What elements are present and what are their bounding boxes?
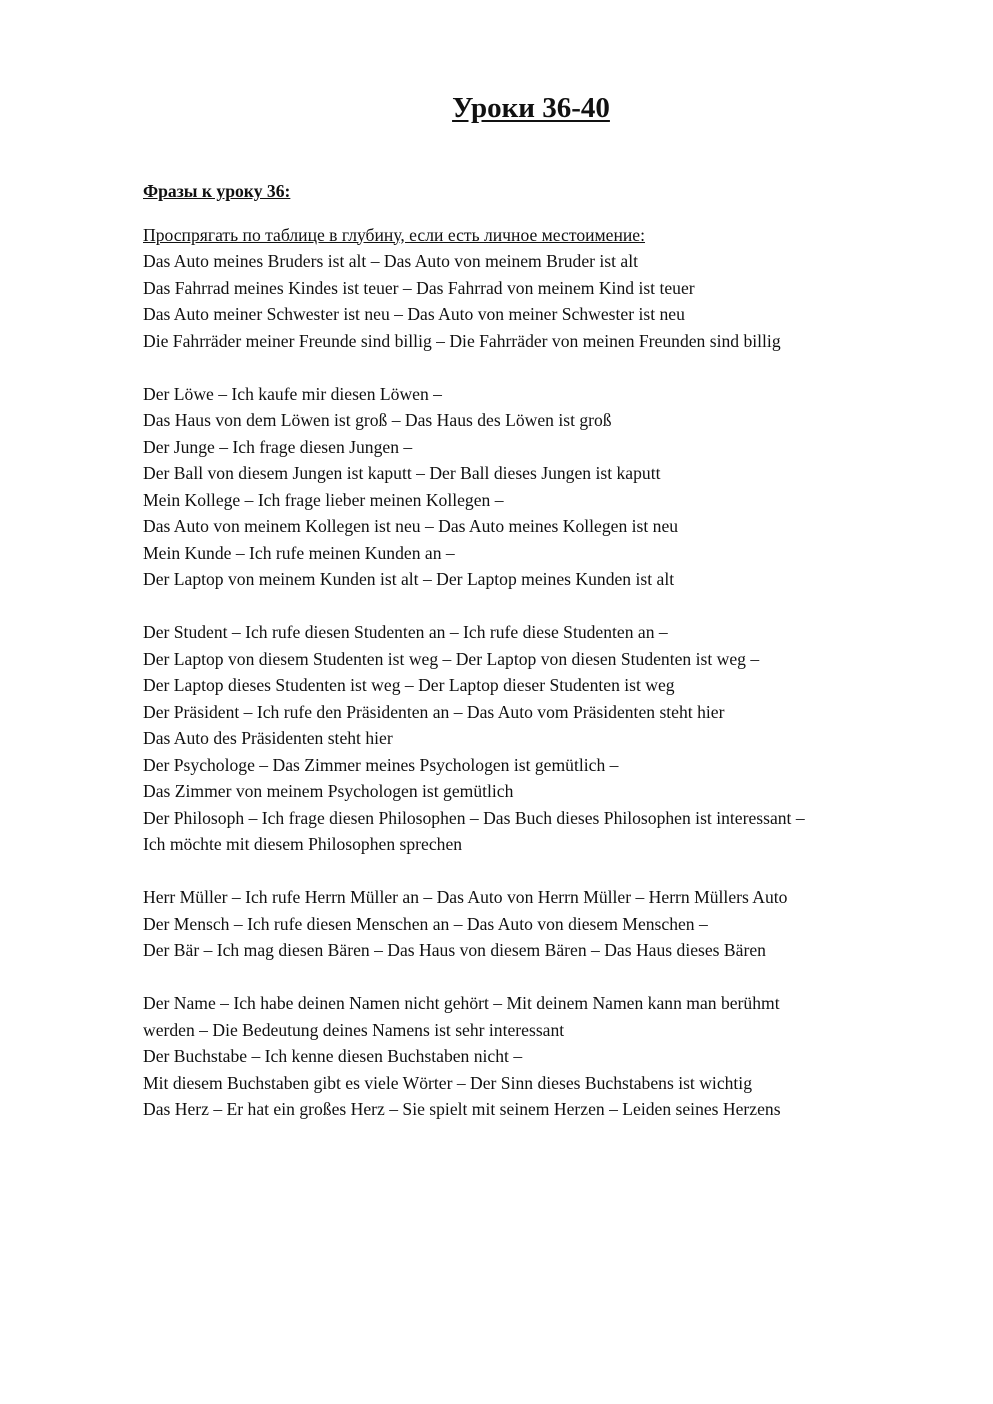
phrase-line: Der Junge – Ich frage diesen Jungen –	[143, 436, 413, 457]
phrase-line: Ich möchte mit diesem Philosophen sprechen	[143, 834, 463, 854]
page-title: Уроки 36-40	[452, 92, 610, 124]
phrase-line: Der Löwe – Ich kaufe mir diesen Löwen –	[143, 383, 442, 404]
phrase-line: Das Auto des Präsidenten steht hier	[143, 728, 393, 748]
phrase-line: Mein Kunde – Ich rufe meinen Kunden an –	[143, 542, 455, 563]
phrase-line: Mit diesem Buchstaben gibt es viele Wörter – Der Sinn dieses Buchstabens ist wichtig	[143, 1072, 752, 1093]
phrase-line: Das Fahrrad meines Kindes ist teuer – Das Fahrrad von meinem Kind ist teuer	[143, 277, 695, 298]
blank-line	[143, 354, 943, 381]
phrase-line: Das Auto von meinem Kollegen ist neu – Das Auto meines Kollegen ist neu	[143, 516, 679, 536]
phrase-line: werden – Die Bedeutung deines Namens ist sehr interessant	[143, 1019, 565, 1040]
spacer	[143, 205, 943, 222]
phrase-line: Der Laptop von diesem Studenten ist weg – Der Laptop von diesen Studenten ist weg –	[143, 648, 760, 669]
section-heading: Фразы к уроку 36:	[143, 181, 291, 201]
blank-line	[143, 593, 943, 620]
document-body	[143, 178, 943, 1123]
blank-line	[143, 858, 943, 885]
phrase-line: Das Auto meiner Schwester ist neu – Das Auto von meiner Schwester ist neu	[143, 304, 685, 324]
phrase-line: Herr Müller – Ich rufe Herrn Müller an – Das Auto von Herrn Müller – Herrn Müllers Auto	[143, 887, 788, 907]
blank-line	[143, 964, 943, 991]
phrase-line: Der Bär – Ich mag diesen Bären – Das Haus von diesem Bären – Das Haus dieses Bären	[143, 940, 766, 960]
phrase-line: Mein Kollege – Ich frage lieber meinen Kollegen –	[143, 489, 504, 510]
phrase-line: Der Mensch – Ich rufe diesen Menschen an – Das Auto von diesem Menschen –	[143, 913, 708, 934]
phrase-line: Das Auto meines Bruders ist alt – Das Auto von meinem Bruder ist alt	[143, 251, 639, 271]
phrase-line: Die Fahrräder meiner Freunde sind billig – Die Fahrräder von meinen Freunden sind billig	[143, 330, 781, 351]
phrase-line: Der Philosoph – Ich frage diesen Philosophen – Das Buch dieses Philosophen ist interessant –	[143, 807, 805, 828]
phrase-line: Der Psychologe – Das Zimmer meines Psychologen ist gemütlich –	[143, 754, 619, 775]
phrase-line: Der Ball von diesem Jungen ist kaputt – Der Ball dieses Jungen ist kaputt	[143, 463, 661, 483]
instruction-text: Проспрягать по таблице в глубину, если есть личное местоимение:	[143, 224, 645, 245]
phrase-line: Das Herz – Er hat ein großes Herz – Sie spielt mit seinem Herzen – Leiden seines Herzens	[143, 1099, 781, 1119]
phrase-line: Der Laptop von meinem Kunden ist alt – Der Laptop meines Kunden ist alt	[143, 569, 675, 589]
phrase-line: Der Student – Ich rufe diesen Studenten an – Ich rufe diese Studenten an –	[143, 622, 668, 642]
phrase-line: Das Haus von dem Löwen ist groß – Das Haus des Löwen ist groß	[143, 410, 612, 430]
phrase-list	[143, 248, 943, 1123]
phrase-line: Der Präsident – Ich rufe den Präsidenten an – Das Auto vom Präsidenten steht hier	[143, 701, 725, 722]
phrase-line: Der Buchstabe – Ich kenne diesen Buchstaben nicht –	[143, 1046, 523, 1066]
phrase-line: Der Name – Ich habe deinen Namen nicht gehört – Mit deinem Namen kann man berühmt	[143, 993, 780, 1013]
phrase-line: Der Laptop dieses Studenten ist weg – Der Laptop dieser Studenten ist weg	[143, 675, 675, 695]
phrase-line: Das Zimmer von meinem Psychologen ist gemütlich	[143, 781, 514, 801]
